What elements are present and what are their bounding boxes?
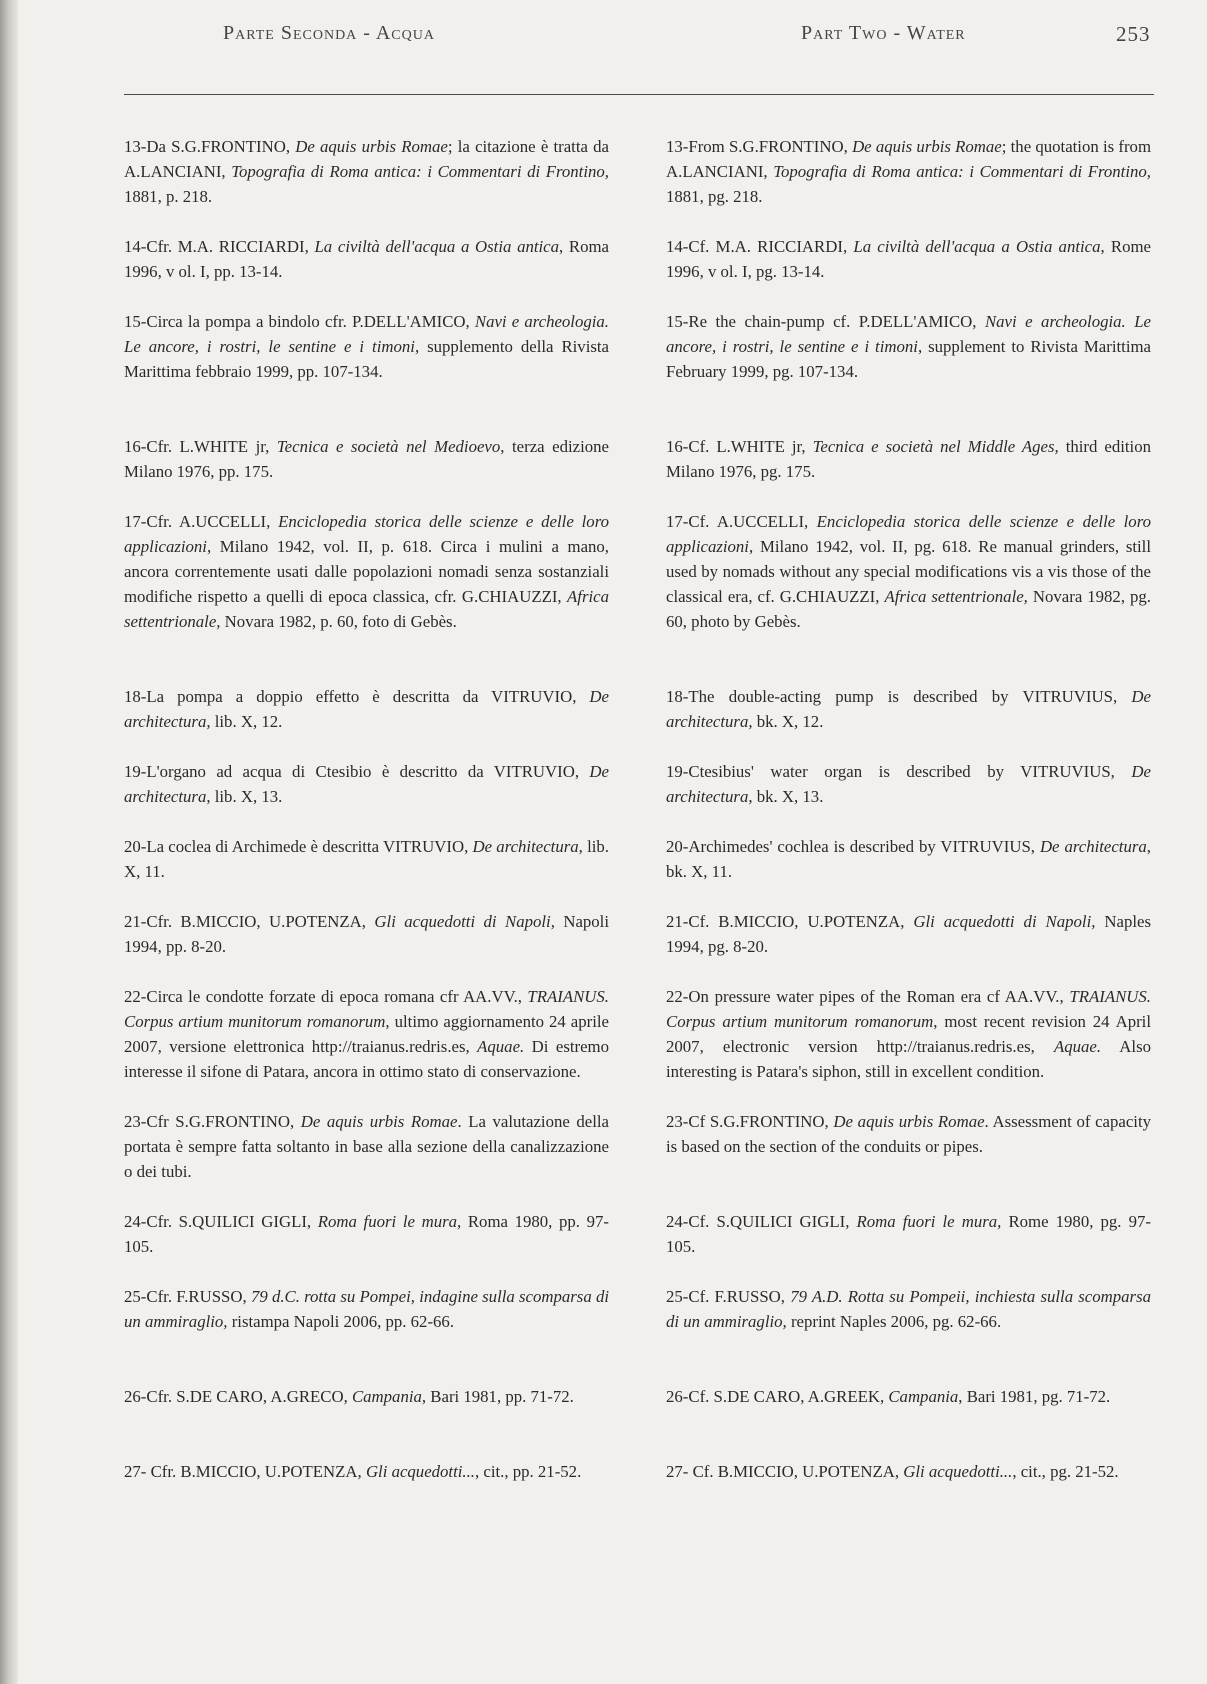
footnote-19-it: 19-L'organo ad acqua di Ctesibio è descritto da VITRUVIO, De architectura, lib. X, 13. bbox=[124, 762, 609, 806]
footnote-16-en: 16-Cf. L.WHITE jr, Tecnica e società nel Middle Ages, third edition Milano 1976, pg. 175. bbox=[666, 437, 1151, 481]
notes-column-english bbox=[666, 134, 1151, 1509]
footnote-18-en: 18-The double-acting pump is described by VITRUVIUS, De architectura, bk. X, 12. bbox=[666, 687, 1151, 731]
footnote-27-en: 27- Cf. B.MICCIO, U.POTENZA, Gli acquedotti..., cit., pg. 21-52. bbox=[666, 1462, 1119, 1481]
header-left-title: Parte Seconda - Acqua bbox=[223, 22, 435, 44]
footnote-13-it: 13-Da S.G.FRONTINO, De aquis urbis Romae; la citazione è tratta da A.LANCIANI, Topografia di Roma antica: i Commentari di Frontino, 1881, p. 218. bbox=[124, 137, 610, 206]
header-right-title: Part Two - Water bbox=[801, 22, 966, 44]
header-rule bbox=[124, 94, 1154, 95]
footnote-26-it: 26-Cfr. S.DE CARO, A.GRECO, Campania, Bari 1981, pp. 71-72. bbox=[124, 1387, 574, 1406]
footnote-26-en: 26-Cf. S.DE CARO, A.GREEK, Campania, Bari 1981, pg. 71-72. bbox=[666, 1387, 1111, 1406]
page-number: 253 bbox=[1116, 22, 1151, 46]
footnote-19-en: 19-Ctesibius' water organ is described by VITRUVIUS, De architectura, bk. X, 13. bbox=[666, 762, 1151, 806]
footnote-15-en: 15-Re the chain-pump cf. P.DELL'AMICO, Navi e archeologia. Le ancore, i rostri, le sentine e i timoni, supplement to Rivista Marittima February 1999, pg. 107-134. bbox=[666, 312, 1151, 381]
book-spine-shadow bbox=[0, 0, 18, 1684]
footnote-17-it: 17-Cfr. A.UCCELLI, Enciclopedia storica delle scienze e delle loro applicazioni, Milano 1942, vol. II, p. 618. Circa i mulini a mano, ancora correntemente usati dalle popolazioni nomadi senza sostanziali modifiche rispetto a quelli di epoca classica, cfr. G.CHIAUZZI, Africa settentrionale, Novara 1982, p. 60, foto di Gebès. bbox=[124, 512, 609, 631]
footnote-15-it: 15-Circa la pompa a bindolo cfr. P.DELL'AMICO, Navi e archeologia. Le ancore, i rostri, le sentine e i timoni, supplemento della Rivista Marittima febbraio 1999, pp. 107-134. bbox=[124, 312, 609, 381]
footnote-20-it: 20-La coclea di Archimede è descritta VITRUVIO, De architectura, lib. X, 11. bbox=[124, 837, 609, 881]
footnote-25-it: 25-Cfr. F.RUSSO, 79 d.C. rotta su Pompei, indagine sulla scomparsa di un ammiraglio, ristampa Napoli 2006, pp. 62-66. bbox=[124, 1287, 609, 1331]
notes-column-italian bbox=[124, 134, 609, 1509]
footnote-17-en: 17-Cf. A.UCCELLI, Enciclopedia storica delle scienze e delle loro applicazioni, Milano 1942, vol. II, pg. 618. Re manual grinders, still used by nomads without any special modifications vis a vis those of the classical era, cf. G.CHIAUZZI, Africa settentrionale, Novara 1982, pg. 60, photo by Gebès. bbox=[666, 512, 1151, 631]
footnote-21-it: 21-Cfr. B.MICCIO, U.POTENZA, Gli acquedotti di Napoli, Napoli 1994, pp. 8-20. bbox=[124, 912, 610, 956]
footnote-13-en: 13-From S.G.FRONTINO, De aquis urbis Romae; the quotation is from A.LANCIANI, Topografia di Roma antica: i Commentari di Frontino, 1881, pg. 218. bbox=[666, 137, 1152, 206]
footnote-23-it: 23-Cfr S.G.FRONTINO, De aquis urbis Romae. La valutazione della portata è sempre fatta soltanto in base alla sezione della canalizzazione o dei tubi. bbox=[124, 1112, 609, 1181]
footnote-20-en: 20-Archimedes' cochlea is described by VITRUVIUS, De architectura, bk. X, 11. bbox=[666, 837, 1151, 881]
footnote-24-it: 24-Cfr. S.QUILICI GIGLI, Roma fuori le mura, Roma 1980, pp. 97- 105. bbox=[124, 1212, 609, 1256]
footnote-24-en: 24-Cf. S.QUILICI GIGLI, Roma fuori le mura, Rome 1980, pg. 97- 105. bbox=[666, 1212, 1151, 1256]
footnote-18-it: 18-La pompa a doppio effetto è descritta da VITRUVIO, De architectura, lib. X, 12. bbox=[124, 687, 609, 731]
footnote-22-en: 22-On pressure water pipes of the Roman era cf AA.VV., TRAIANUS. Corpus artium munitorum romanorum, most recent revision 24 April 2007, electronic version http://traianus.redris.es, Aquae. Also interesting is Patara's siphon, still in excellent condition. bbox=[666, 987, 1151, 1081]
footnote-23-en: 23-Cf S.G.FRONTINO, De aquis urbis Romae. Assessment of capacity is based on the section of the conduits or pipes. bbox=[666, 1112, 1152, 1156]
footnote-27-it: 27- Cfr. B.MICCIO, U.POTENZA, Gli acquedotti..., cit., pp. 21-52. bbox=[124, 1462, 582, 1481]
footnote-14-en: 14-Cf. M.A. RICCIARDI, La civiltà dell'acqua a Ostia antica, Rome 1996, v ol. I, pg. 13-14. bbox=[666, 237, 1151, 281]
footnote-16-it: 16-Cfr. L.WHITE jr, Tecnica e società nel Medioevo, terza edizione Milano 1976, pp. 175. bbox=[124, 437, 609, 481]
footnote-25-en: 25-Cf. F.RUSSO, 79 A.D. Rotta su Pompeii, inchiesta sulla scomparsa di un ammiraglio, reprint Naples 2006, pg. 62-66. bbox=[666, 1287, 1152, 1331]
running-header bbox=[0, 22, 1207, 52]
footnote-14-it: 14-Cfr. M.A. RICCIARDI, La civiltà dell'acqua a Ostia antica, Roma 1996, v ol. I, pp. 13-14. bbox=[124, 237, 609, 281]
footnote-22-it: 22-Circa le condotte forzate di epoca romana cfr AA.VV., TRAIANUS. Corpus artium munitorum romanorum, ultimo aggiornamento 24 aprile 2007, versione elettronica http://traianus.redris.es, Aquae. Di estremo interesse il sifone di Patara, ancora in ottimo stato di conservazione. bbox=[124, 987, 609, 1081]
footnote-21-en: 21-Cf. B.MICCIO, U.POTENZA, Gli acquedotti di Napoli, Naples 1994, pg. 8-20. bbox=[666, 912, 1152, 956]
